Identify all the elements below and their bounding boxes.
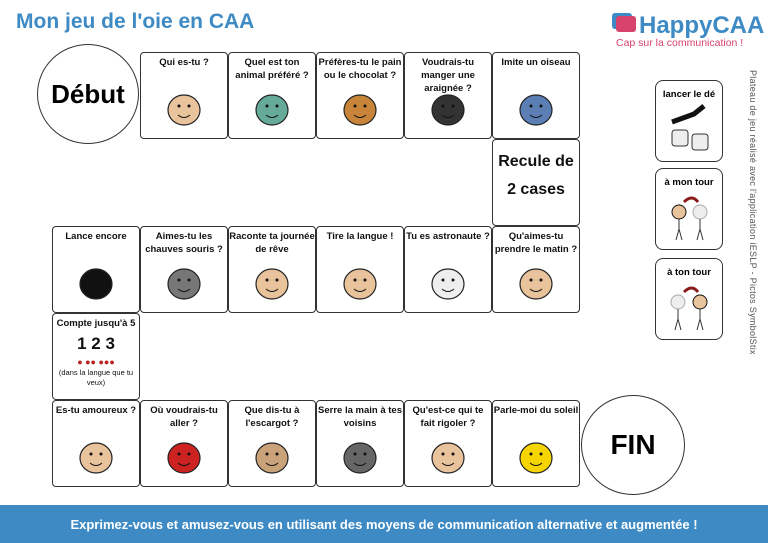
board-cell xyxy=(140,226,228,313)
board-cell xyxy=(52,226,140,313)
board-cell xyxy=(228,226,316,313)
board-cell xyxy=(492,400,580,487)
animals-icon xyxy=(248,90,296,130)
dice-throw-icon xyxy=(664,104,714,154)
tongue-face-icon xyxy=(336,264,384,304)
cell-label: Serre la main à tes voisins xyxy=(318,405,402,429)
board-cell xyxy=(228,400,316,487)
bird-icon xyxy=(512,90,560,130)
cell-label: Imite un oiseau xyxy=(501,57,571,68)
cell-label: Es-tu amoureux ? xyxy=(55,405,137,416)
cell-label: Quel est ton animal préféré ? xyxy=(235,57,309,81)
cell-label: Aimes-tu les chauves souris ? xyxy=(145,231,223,255)
board-cell xyxy=(140,52,228,139)
board-cell xyxy=(404,400,492,487)
couple-icon xyxy=(72,438,120,478)
car-question-icon xyxy=(160,438,208,478)
cell-label: Raconte ta journée de rêve xyxy=(229,231,315,255)
board-cell xyxy=(404,226,492,313)
board-cell xyxy=(316,400,404,487)
cell-label: Voudrais-tu manger une araignée ? xyxy=(421,57,475,94)
board-cell xyxy=(492,52,580,139)
board-cell xyxy=(316,52,404,139)
logo xyxy=(616,12,764,40)
astronaut-icon xyxy=(424,264,472,304)
sun-icon xyxy=(512,438,560,478)
board-cell xyxy=(52,313,140,400)
cell-label: Qu'aimes-tu prendre le matin ? xyxy=(494,231,578,255)
bread-chocolate-icon xyxy=(336,90,384,130)
two-people-question-icon xyxy=(160,90,208,130)
card-label: à mon tour xyxy=(664,177,714,188)
cell-label: Tire la langue ! xyxy=(326,231,394,242)
board-cell xyxy=(492,139,580,226)
card-label: lancer le dé xyxy=(662,89,716,100)
board-cell xyxy=(404,52,492,139)
tagline: Cap sur la communication ! xyxy=(616,37,744,49)
snail-icon xyxy=(248,438,296,478)
cell-label: Où voudrais-tu aller ? xyxy=(150,405,218,429)
start-circle: Début xyxy=(37,44,139,144)
count-dots-icon: ● ●● ●●● xyxy=(77,356,115,367)
logo-text: HappyCAA xyxy=(639,12,765,39)
cell-label: Préfères-tu le pain ou le chocolat ? xyxy=(318,57,402,81)
count-numbers: 1 2 3 xyxy=(77,333,115,353)
my-turn-icon xyxy=(664,192,714,242)
dice-throw-icon xyxy=(72,264,120,304)
footer-banner: Exprimez-vous et amusez-vous en utilisant des moyens de communication alternative et augmentée ! xyxy=(0,505,768,543)
board-cell xyxy=(140,400,228,487)
cell-label: Que dis-tu à l'escargot ? xyxy=(244,405,300,429)
count-note: (dans la langue que tu veux) xyxy=(58,367,134,388)
page-title: Mon jeu de l'oie en CAA xyxy=(16,10,255,33)
board-cell xyxy=(492,226,580,313)
bat-icon xyxy=(160,264,208,304)
laughing-icon xyxy=(424,438,472,478)
card-roll-dice xyxy=(655,80,723,162)
cell-label: Compte jusqu'à 5 xyxy=(56,318,136,329)
card-label: à ton tour xyxy=(667,267,711,278)
cell-label: Parle-moi du soleil xyxy=(493,405,579,416)
dreaming-person-icon xyxy=(248,264,296,304)
cell-label: Recule de 2 cases xyxy=(498,153,574,198)
cell-label: Tu es astronaute ? xyxy=(406,231,490,242)
cell-label: Qu'est-ce qui te fait rigoler ? xyxy=(412,405,484,429)
cell-label: Lance encore xyxy=(65,231,127,242)
board-cell xyxy=(316,226,404,313)
your-turn-icon xyxy=(664,282,714,332)
board-cell xyxy=(52,400,140,487)
credit-text: Plateau de jeu réalisé avec l'application iESLP - Pictos SymbolStix xyxy=(748,70,758,355)
cell-label: Qui es-tu ? xyxy=(159,57,209,68)
breakfast-icon xyxy=(512,264,560,304)
card-your-turn xyxy=(655,258,723,340)
spider-icon xyxy=(424,90,472,130)
handshake-icon xyxy=(336,438,384,478)
end-circle: FIN xyxy=(581,395,685,495)
logo-icon xyxy=(616,16,636,32)
board-cell xyxy=(228,52,316,139)
card-my-turn xyxy=(655,168,723,250)
